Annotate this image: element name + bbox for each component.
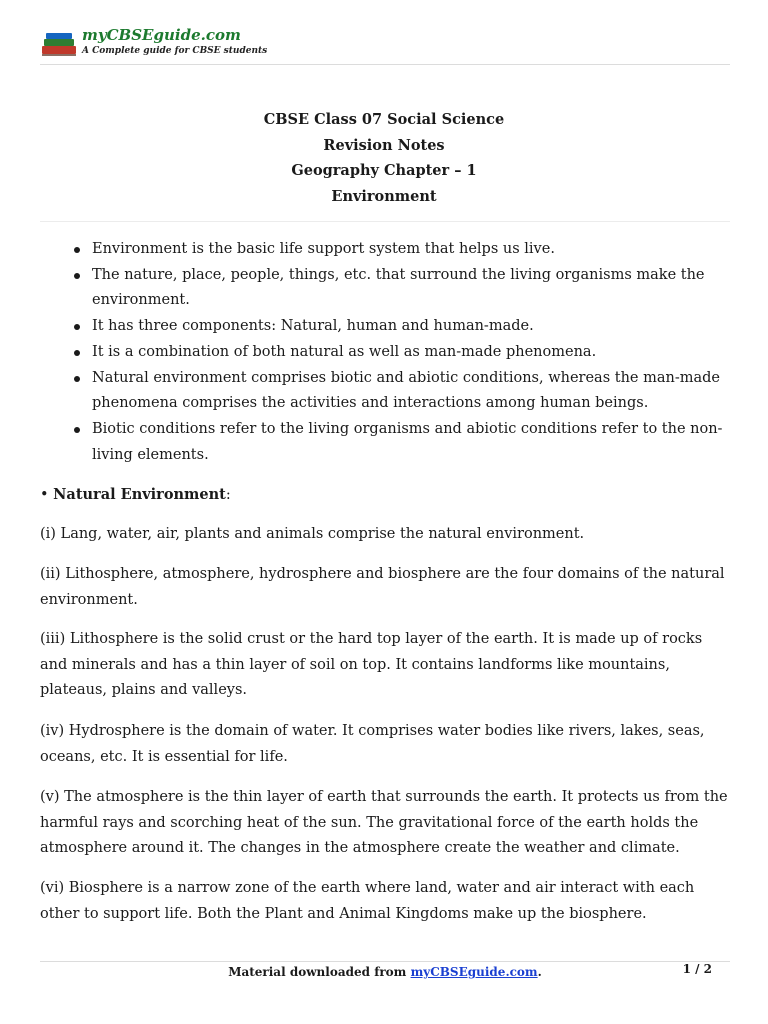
doc-title-class: CBSE Class 07 Social Science [263,111,505,128]
heading-bullet: • [40,487,49,503]
paragraph: (i) Lang, water, air, plants and animals comprise the natural environment. [40,526,585,542]
list-item: Biotic conditions refer to the living organisms and abiotic conditions refer to the non-living elements. [40,417,730,468]
paragraph: (iii) Lithosphere is the solid crust or the hard top layer of the earth. It is made up of rocks and minerals and has a thin layer of soil on top. It contains landforms like mountains, plateaus, plains and valleys. [40,631,703,699]
page-number: 1 / 2 [682,962,712,976]
page-header [40,24,730,65]
doc-title-notes: Revision Notes [323,136,445,154]
title-divider [40,221,730,222]
mycbseguide-logo[interactable] [40,26,268,60]
section-heading: • Natural Environment: [40,486,231,503]
paragraph: (v) The atmosphere is the thin layer of earth that surrounds the earth. It protects us from the harmful rays and scorching heat of the sun. The gravitational force of the earth holds the atmosphere around it. The changes in the atmosphere create the weather and climate. [40,789,728,857]
section-heading-text: Natural Environment [53,486,226,503]
list-item: It has three components: Natural, human and human-made. [40,314,730,340]
paragraph: (iv) Hydrosphere is the domain of water. It comprises water bodies like rivers, lakes, seas, oceans, etc. It is essential for life. [40,723,705,765]
list-item: Environment is the basic life support system that helps us live. [40,237,730,263]
paragraph: (ii) Lithosphere, atmosphere, hydrosphere and biosphere are the four domains of the natural environment. [40,566,725,608]
footer-site-link[interactable]: myCBSEguide.com [410,965,538,979]
document-title-block [0,107,768,209]
footer-credit: Material downloaded from myCBSEguide.com. [228,965,542,979]
page-footer [40,961,730,992]
list-item: Natural environment comprises biotic and abiotic conditions, whereas the man-made phenomena comprises the activities and interactions among human beings. [40,366,730,417]
doc-title-topic: Environment [331,187,437,205]
logo-title: myCBSEguide.com [82,26,241,44]
list-item: The nature, place, people, things, etc. that surround the living organisms make the environment. [40,263,730,314]
logo-tagline: A Complete guide for CBSE students [82,46,268,56]
paragraph: (vi) Biosphere is a narrow zone of the earth where land, water and air interact with each other to support life. Both the Plant and Animal Kingdoms make up the biosphere. [40,880,695,922]
summary-bullet-list [40,237,730,468]
books-icon [40,30,78,58]
doc-title-chapter: Geography Chapter – 1 [291,162,477,179]
list-item: It is a combination of both natural as well as man-made phenomena. [40,340,730,366]
